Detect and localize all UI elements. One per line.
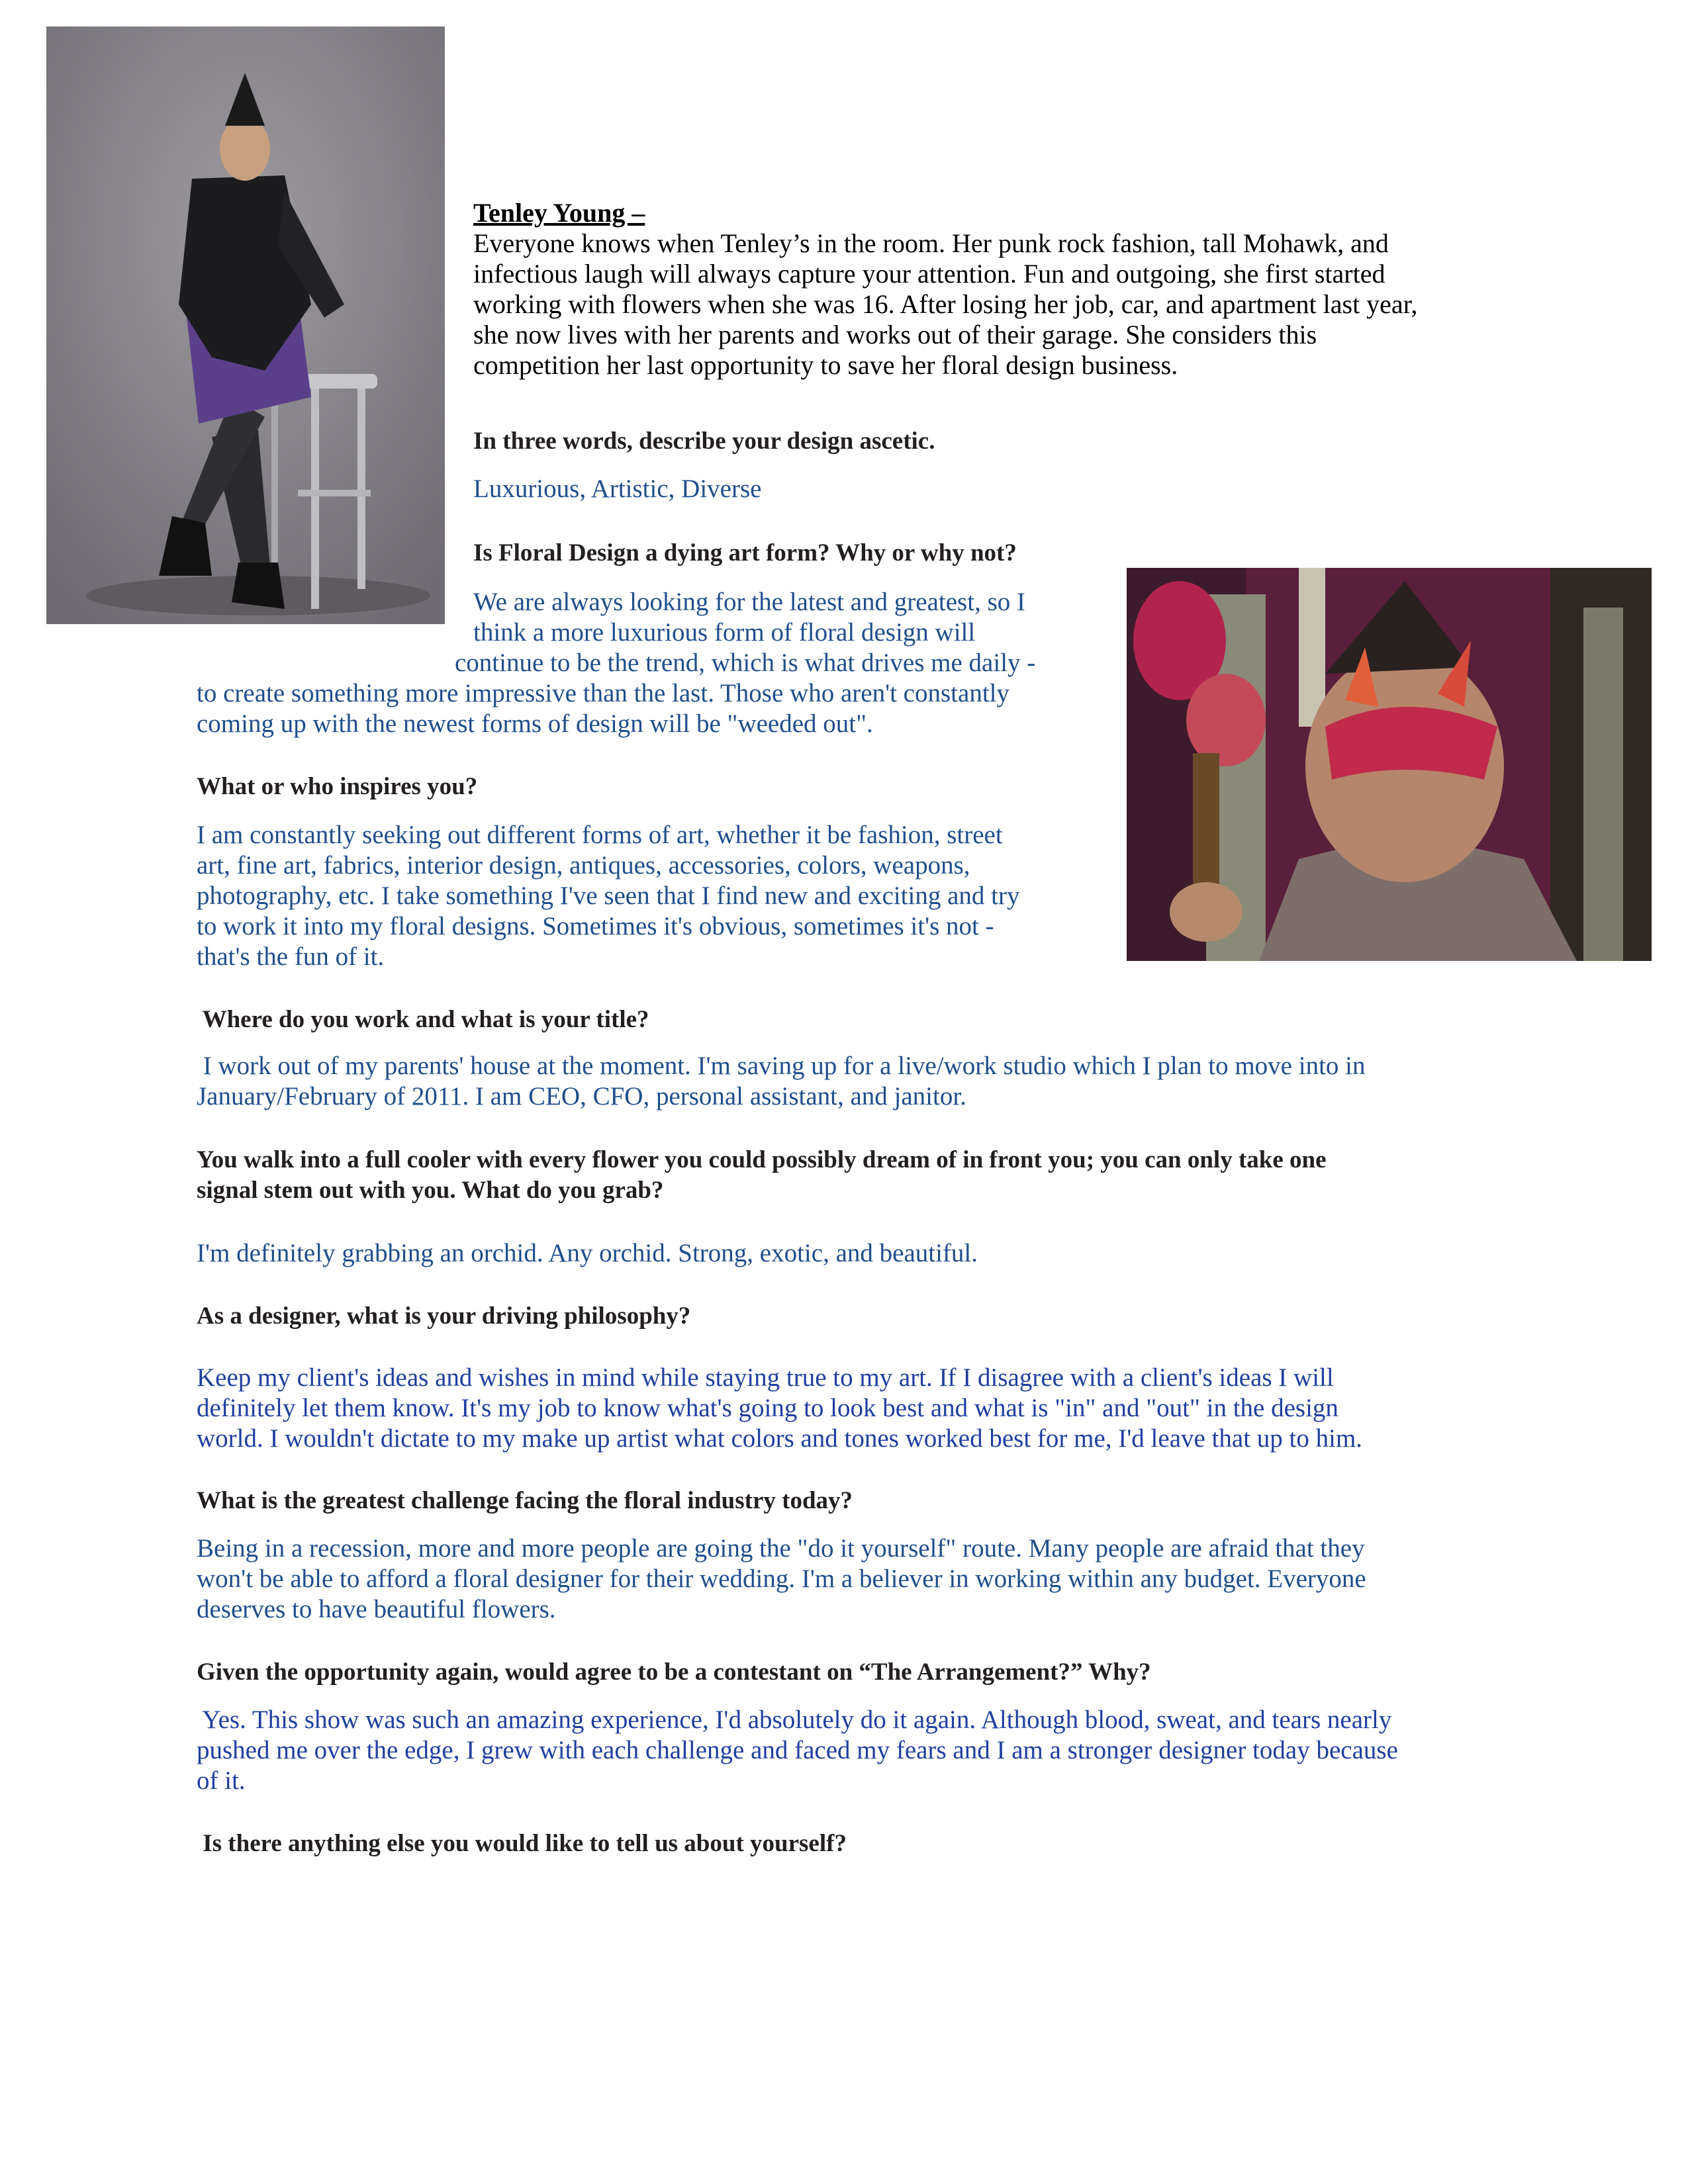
question-challenge: What is the greatest challenge facing the floral industry today? [197,1487,853,1514]
profile-header [473,198,1417,381]
question-opportunity: Given the opportunity again, would agree to be a contestant on “The Arrangement?” Why? [197,1659,1151,1686]
intro-line: working with flowers when she was 16. After losing her job, car, and apartment last year, [473,289,1418,319]
answer-design-ascetic: Luxurious, Artistic, Diverse [473,475,762,503]
mask-photo [1127,568,1652,961]
answer-philosophy-line: Keep my client's ideas and wishes in mind while staying true to my art. If I disagree with a client's ideas I will [197,1363,1334,1392]
intro-line: she now lives with her parents and works out of their garage. She considers this [473,320,1317,349]
answer-challenge-line: deserves to have beautiful flowers. [197,1595,556,1623]
answer-work-title-line: January/February of 2011. I am CEO, CFO, personal assistant, and janitor. [197,1082,966,1111]
intro-line: infectious laugh will always capture your attention. Fun and outgoing, she first started [473,259,1385,289]
answer-opportunity-line: pushed me over the edge, I grew with each challenge and faced my fears and I am a stronger designer today because [197,1736,1398,1764]
question-anything-else: Is there anything else you would like to tell us about yourself? [197,1830,847,1857]
answer-work-title-line: I work out of my parents' house at the moment. I'm saving up for a live/work studio which I plan to move into in [197,1052,1366,1080]
answer-inspires-line: photography, etc. I take something I've seen that I find new and exciting and try [197,882,1020,910]
answer-philosophy-line: definitely let them know. It's my job to know what's going to look best and what is "in" and "out" in the design [197,1394,1338,1422]
question-work-title: Where do you work and what is your title? [197,1006,649,1033]
profile-name: Tenley Young – [473,198,645,228]
answer-dying-art-line: to create something more impressive than the last. Those who aren't constantly [197,679,1009,707]
answer-inspires-line: art, fine art, fabrics, interior design, antiques, accessories, colors, weapons, [197,851,970,880]
portrait-photo [46,26,445,624]
answer-challenge-line: won't be able to afford a floral designer for their wedding. I'm a believer in working within any budget. Everyone [197,1565,1366,1593]
answer-cooler: I'm definitely grabbing an orchid. Any orchid. Strong, exotic, and beautiful. [197,1239,978,1267]
answer-opportunity-line: Yes. This show was such an amazing experience, I'd absolutely do it again. Although blood, sweat, and tears nearly [197,1706,1392,1734]
answer-philosophy-line: world. I wouldn't dictate to my make up artist what colors and tones worked best for me, I'd leave that up to him. [197,1424,1363,1453]
question-design-ascetic: In three words, describe your design ascetic. [473,428,935,455]
question-cooler: signal stem out with you. What do you grab? [197,1177,664,1204]
mask-image [1127,568,1652,961]
answer-inspires-line: that's the fun of it. [197,942,385,971]
intro-line: Everyone knows when Tenley’s in the room. Her punk rock fashion, tall Mohawk, and [473,228,1389,258]
answer-dying-art-line: think a more luxurious form of floral design will [473,618,976,647]
question-philosophy: As a designer, what is your driving philosophy? [197,1302,691,1330]
question-cooler: You walk into a full cooler with every flower you could possibly dream of in front you; you can only take one [197,1146,1327,1173]
portrait-image [46,26,445,624]
answer-inspires-line: I am constantly seeking out different forms of art, whether it be fashion, street [197,821,1003,849]
question-inspires: What or who inspires you? [197,773,478,800]
answer-dying-art-line: We are always looking for the latest and greatest, so I [473,588,1025,616]
intro-line: competition her last opportunity to save her floral design business. [473,350,1178,380]
answer-opportunity-line: of it. [197,1766,246,1795]
answer-dying-art-line: continue to be the trend, which is what drives me daily - [455,649,1036,677]
answer-inspires-line: to work it into my floral designs. Sometimes it's obvious, sometimes it's not - [197,912,994,940]
answer-challenge-line: Being in a recession, more and more people are going the "do it yourself" route. Many people are afraid that they [197,1534,1365,1563]
question-dying-art: Is Floral Design a dying art form? Why or why not? [473,539,1017,567]
answer-dying-art-line: coming up with the newest forms of design will be "weeded out". [197,709,873,738]
